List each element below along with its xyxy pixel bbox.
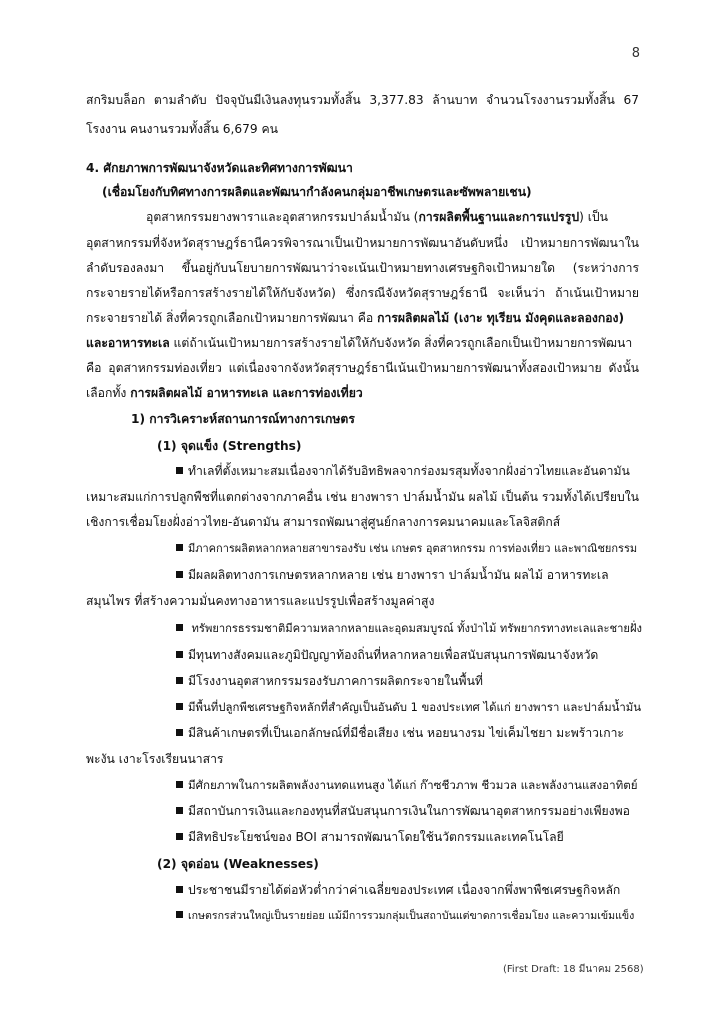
strengths-heading: (1) จุดแข็ง (Strengths) (157, 439, 302, 453)
bullet-square-icon (176, 833, 183, 840)
bullet-square-icon (176, 703, 183, 710)
strength-item-3-line-2: สมุนไพร ที่สร้างความมั่นคงทางอาหารและแปรรูปเพื่อสร้างมูลค่าสูง (86, 594, 435, 608)
strength-item-1-line-3: เชิงการเชื่อมโยงฝั่งอ่าวไทย-อันดามัน สามารถพัฒนาสู่ศูนย์กลางการคมนาคมและโลจิสติกส์ (86, 515, 561, 529)
strength-item-4: ทรัพยากรธรรมชาติมีความหลากหลายและอุดมสมบูรณ์ ทั้งป่าไม้ ทรัพยากรทางทะเลและชายฝั่ง (176, 620, 642, 638)
bullet-square-icon (176, 911, 183, 918)
bullet-square-icon (176, 677, 183, 684)
bullet-square-icon (176, 781, 183, 788)
paragraph-line-1: อุตสาหกรรมยางพาราและอุตสาหกรรมปาล์มน้ำมัน (การผลิตพื้นฐานและการแปรรูป) เป็น (146, 210, 608, 224)
analysis-heading: 1) การวิเคราะห์สถานการณ์ทางการเกษตร (131, 412, 355, 426)
draft-footer: (First Draft: 18 มีนาคม 2568) (503, 964, 644, 975)
paragraph-line-6: และอาหารทะเล แต่ถ้าเน้นเป้าหมายการสร้างรายได้ให้กับจังหวัด สิ่งที่ควรถูกเลือกเป็นเป้าหมายการพัฒนา (86, 336, 633, 350)
paragraph-line-3: ลำดับรองลงมา ขึ้นอยู่กับนโยบายการพัฒนาว่าจะเน้นเป้าหมายทางเศรษฐกิจเป้าหมายใด (ระหว่างการ (86, 261, 639, 275)
strength-item-8-line-2: พะงัน เงาะโรงเรียนนาสาร (86, 752, 224, 766)
bullet-square-icon (176, 571, 183, 578)
strength-item-2: มีภาคการผลิตหลากหลายสาขารองรับ เช่น เกษตร อุตสาหกรรม การท่องเที่ยว และพาณิชยกรรม (176, 540, 637, 558)
strength-item-6: มีโรงงานอุตสาหกรรมรองรับภาคการผลิตกระจายในพื้นที่ (176, 672, 483, 690)
weaknesses-heading: (2) จุดอ่อน (Weaknesses) (157, 857, 319, 871)
paragraph-line-2: อุตสาหกรรมที่จังหวัดสุราษฎร์ธานีควรพิจารณาเป็นเป้าหมายการพัฒนาอันดับหนึ่ง เป้าหมายการพัฒนาใน (86, 236, 639, 250)
bullet-square-icon (176, 624, 183, 631)
bullet-square-icon (176, 544, 183, 551)
paragraph-line-4: กระจายรายได้หรือการสร้างรายได้ให้กับจังหวัด) ซึ่งกรณีจังหวัดสุราษฎร์ธานี จะเห็นว่า ถ้าเน้นเป้าหมาย (86, 286, 639, 300)
strength-item-9: มีศักยภาพในการผลิตพลังงานทดแทนสูง ได้แก่ ก๊าซชีวภาพ ชีวมวล และพลังงานแสงอาทิตย์ (176, 776, 638, 794)
strength-item-5: มีทุนทางสังคมและภูมิปัญญาท้องถิ่นที่หลากหลายเพื่อสนับสนุนการพัฒนาจังหวัด (176, 646, 598, 664)
section-subheading: (เชื่อมโยงกับทิศทางการผลิตและพัฒนากำลังคนกลุ่มอาชีพเกษตรและซัพพลายเชน) (102, 185, 532, 199)
weakness-item-1: ประชาชนมีรายได้ต่อหัวต่ำกว่าค่าเฉลี่ยของประเทศ เนื่องจากพึ่งพาพืชเศรษฐกิจหลัก (176, 881, 620, 899)
strength-item-7: มีพื้นที่ปลูกพืชเศรษฐกิจหลักที่สำคัญเป็นอันดับ 1 ของประเทศ ได้แก่ ยางพารา และปาล์มน้ำมัน (176, 698, 641, 716)
weakness-item-2: เกษตรกรส่วนใหญ่เป็นรายย่อย แม้มีการรวมกลุ่มเป็นสถาบันแต่ขาดการเชื่อมโยง และความเข้มแข็ง (176, 907, 634, 925)
page-number: 8 (631, 46, 640, 61)
strength-item-1-line-2: เหมาะสมแก่การปลูกพืชที่แตกต่างจากภาคอื่น เช่น ยางพารา ปาล์มน้ำมัน ผลไม้ เป็นต้น รวมทั้งได้เปรียบใน (86, 490, 639, 504)
bullet-square-icon (176, 729, 183, 736)
intro-line-2: โรงงาน คนงานรวมทั้งสิ้น 6,679 คน (86, 122, 278, 136)
strength-item-11: มีสิทธิประโยชน์ของ BOI สามารถพัฒนาโดยใช้นวัตกรรมและเทคโนโลยี (176, 828, 564, 846)
paragraph-line-5: กระจายรายได้ สิ่งที่ควรถูกเลือกเป้าหมายการพัฒนา คือ การผลิตผลไม้ (เงาะ ทุเรียน มังคุดและลองกอง) (86, 311, 625, 325)
bullet-square-icon (176, 886, 183, 893)
section-heading: 4. ศักยภาพการพัฒนาจังหวัดและทิศทางการพัฒนา (86, 161, 353, 175)
strength-item-1: ทำเลที่ตั้งเหมาะสมเนื่องจากได้รับอิทธิพลจากร่องมรสุมทั้งจากฝั่งอ่าวไทยและอันดามัน (176, 462, 630, 480)
intro-line-1: สกริมบล็อก ตามลำดับ ปัจจุบันมีเงินลงทุนรวมทั้งสิ้น 3,377.83 ล้านบาท จำนวนโรงงานรวมทั้งสิ้น 67 (86, 93, 639, 107)
strength-item-10: มีสถาบันการเงินและกองทุนที่สนับสนุนการเงินในการพัฒนาอุตสาหกรรมอย่างเพียงพอ (176, 802, 630, 820)
bullet-square-icon (176, 807, 183, 814)
bullet-square-icon (176, 651, 183, 658)
strength-item-3: มีผลผลิตทางการเกษตรหลากหลาย เช่น ยางพารา ปาล์มน้ำมัน ผลไม้ อาหารทะเล (176, 566, 609, 584)
strength-item-8: มีสินค้าเกษตรที่เป็นเอกลักษณ์ที่มีชื่อเสียง เช่น หอยนางรม ไข่เค็มไชยา มะพร้าวเกาะ (176, 724, 624, 742)
bullet-square-icon (176, 467, 183, 474)
paragraph-line-8: เลือกทั้ง การผลิตผลไม้ อาหารทะเล และการท่องเที่ยว (86, 386, 363, 400)
paragraph-line-7: คือ อุตสาหกรรมท่องเที่ยว แต่เนื่องจากจังหวัดสุราษฎร์ธานีเน้นเป้าหมายการพัฒนาทั้งสองเป้าหมาย ดังนั้น (86, 361, 639, 375)
